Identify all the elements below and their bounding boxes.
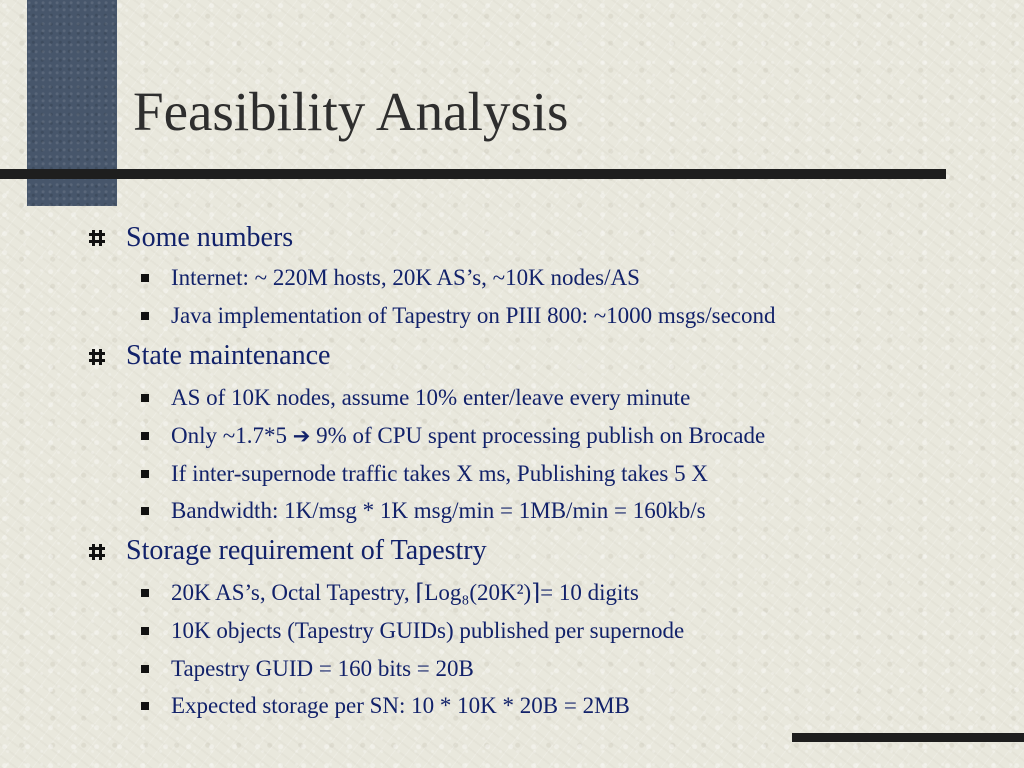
list-item: Expected storage per SN: 10 * 10K * 20B = 2MB (171, 693, 630, 718)
section-heading: State maintenance (126, 340, 331, 371)
square-bullet-icon (141, 312, 149, 320)
list-item-text: Only ~1.7*5 (171, 423, 287, 448)
section-heading: Storage requirement of Tapestry (126, 535, 487, 566)
list-item: Tapestry GUID = 160 bits = 20B (171, 656, 474, 681)
square-bullet-icon (141, 394, 149, 402)
slide-title: Feasibility Analysis (133, 81, 569, 142)
list-item: Bandwidth: 1K/msg * 1K msg/min = 1MB/min = 160kb/s (171, 498, 706, 523)
list-item: If inter-supernode traffic takes X ms, Publishing takes 5 X (171, 461, 708, 486)
list-item: Java implementation of Tapestry on PIII 800: ~1000 msgs/second (171, 303, 776, 328)
hash-bullet-icon (88, 229, 106, 247)
section-heading: Some numbers (126, 222, 294, 253)
square-bullet-icon (141, 665, 149, 673)
list-item: Internet: ~ 220M hosts, 20K AS’s, ~10K nodes/AS (171, 265, 640, 290)
list-item: AS of 10K nodes, assume 10% enter/leave every minute (171, 385, 691, 410)
square-bullet-icon (141, 432, 149, 440)
list-item (171, 424, 765, 447)
square-bullet-icon (141, 627, 149, 635)
list-item: 20K AS’s, Octal Tapestry, ⌈Log₈(20K²)⌉= 10 digits (171, 580, 639, 605)
square-bullet-icon (141, 589, 149, 597)
square-bullet-icon (141, 507, 149, 515)
square-bullet-icon (141, 274, 149, 282)
list-item-text: 9% of CPU spent processing publish on Brocade (316, 423, 766, 448)
hash-bullet-icon (88, 543, 106, 561)
arrow-right-icon: ➔ (292, 424, 311, 448)
square-bullet-icon (141, 702, 149, 710)
list-item: 10K objects (Tapestry GUIDs) published per supernode (171, 618, 685, 643)
square-bullet-icon (141, 470, 149, 478)
hash-bullet-icon (88, 348, 106, 366)
